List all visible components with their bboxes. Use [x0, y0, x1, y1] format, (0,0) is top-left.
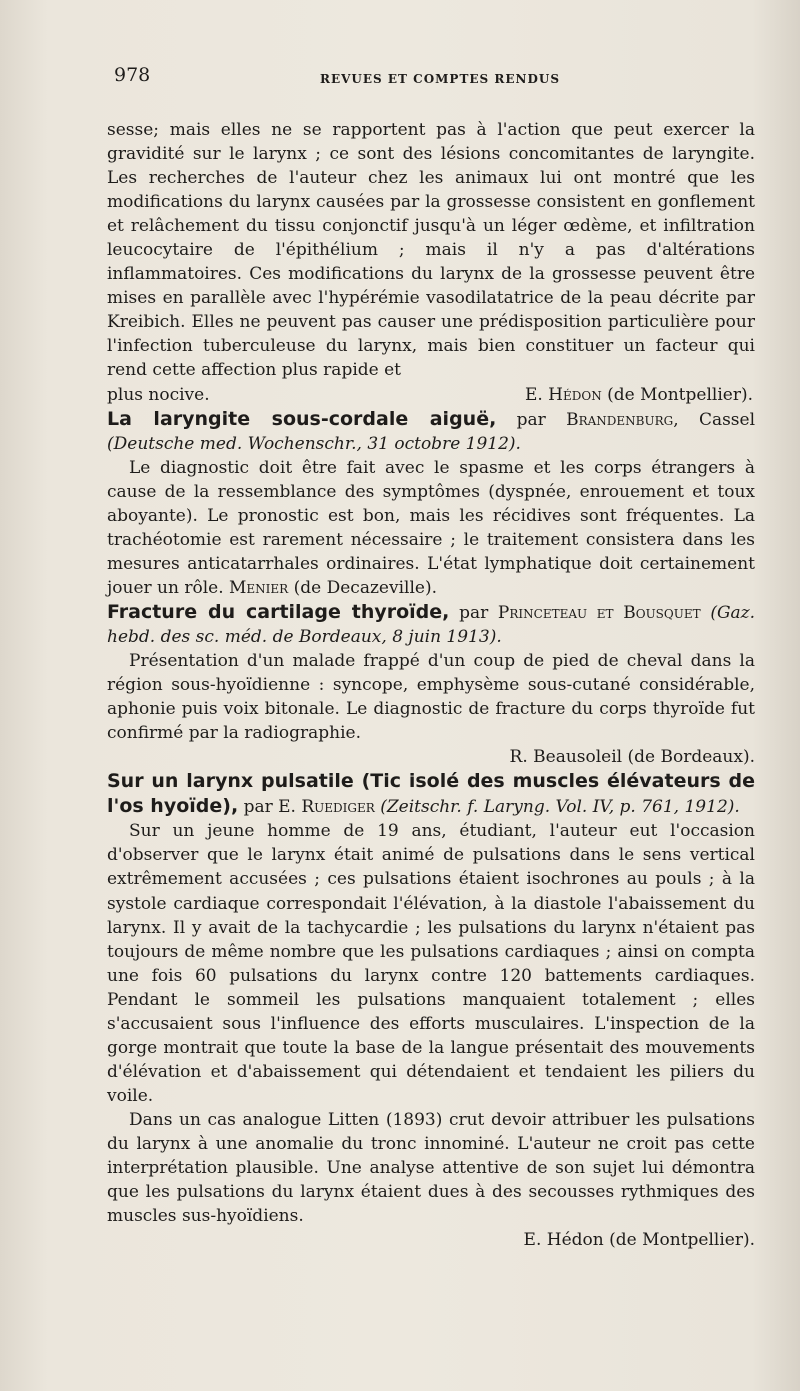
- article4-para2: Dans un cas analogue Litten (1893) crut devoir attribuer les pulsations du larynx à une anomalie du tronc innominé. L'auteur ne croit pas cette interprétation plausible. Une analyse attentive de son sujet lui démontra que les pulsations du larynx étaient dues à des secousses rythmiques des muscles sus-hyoïdiens.: [107, 1109, 755, 1227]
- article1-body: sesse; mais elles ne se rapportent pas à l'action que peut exercer la gravidité sur le larynx ; ce sont des lésions concomitantes de laryngite. Les recherches de l'auteur chez les animaux lui ont montré que les modifications du larynx causées par la grossesse consistent en gonflement et relâchement du tissu conjonctif jusqu'à un léger œdème, et infiltration leucocytaire de l'épithélium ; mais il n'y a pas d'altérations inflammatoires. Ces modifications du larynx de la grossesse peuvent être mises en parallèle avec l'hypérémie vasodilatatrice de la peau décrite par Kreibich. Elles ne peuvent pas causer une prédisposition particulière pour l'infection tuberculeuse du larynx, mais bien constituer un facteur qui rend cette affection plus rapide et: [107, 120, 755, 381]
- article4-signature: E. Hédon (de Montpellier).: [523, 1230, 755, 1251]
- article2-source: (Deutsche med. Wochenschr., 31 octobre 1912).: [107, 433, 521, 454]
- article2-title: La laryngite sous-cordale aiguë,: [107, 407, 497, 430]
- article3-authors: Princeteau et Bousquet: [497, 602, 701, 623]
- article3-body: Présentation d'un malade frappé d'un coup de pied de cheval dans la région sous-hyoïdienne : syncope, emphysème sous-cutané considérable, aphonie puis voix bitonale. Le diagnostic de fracture du corps thyroïde fut confirmé par la radiographie.: [107, 651, 755, 744]
- article3-title: Fracture du cartilage thyroïde,: [107, 600, 450, 623]
- article3-heading: [107, 600, 755, 649]
- article1-author: E. Hédon: [524, 384, 602, 405]
- article1-last-line: [107, 383, 755, 407]
- page-header: [114, 64, 754, 94]
- article2-place: Cassel: [698, 409, 756, 430]
- article4-author: Ruediger: [301, 797, 375, 818]
- article2-heading: [107, 407, 755, 456]
- page-content: [107, 118, 755, 1252]
- article4-by: par E.: [243, 797, 296, 818]
- article4-title: Sur un larynx pulsatile (Tic isolé des muscles élévateurs de l'os hyoïde),: [107, 770, 755, 818]
- page-number: 978: [114, 64, 151, 86]
- article2-signature-author: Menier: [229, 577, 289, 598]
- article2-author: Brandenburg,: [566, 409, 679, 430]
- running-title: REVUES ET COMPTES RENDUS: [320, 72, 560, 86]
- article2-by: par: [516, 409, 546, 430]
- article4-para1: Sur un jeune homme de 19 ans, étudiant, l'auteur eut l'occasion d'observer que le larynx était animé de pulsations dans le sens vertical extrêmement accusées ; ces pulsations étaient isochrones au pouls ; à la systole cardiaque correspondait l'élévation, à la diastole l'abaissement du larynx. Il y avait de la tachycardie ; les pulsations du larynx n'étaient pas toujours de même nombre que les pulsations cardiaques ; ainsi on compta une fois 60 pulsations du larynx contre 120 battements cardiaques. Pendant le sommeil les pulsations manquaient totalement ; elles s'accusaient sous l'influence des efforts musculaires. L'inspection de la gorge montrait que toute la base de la langue présentait des mouvements d'élévation et d'abaissement qui détendaient et tendaient les piliers du voile.: [107, 821, 755, 1106]
- article2-text: Le diagnostic doit être fait avec le spasme et les corps étrangers à cause de la ressemblance des symptômes (dyspnée, enrouement et toux aboyante). Le pronostic est bon, mais les récidives sont fréquentes. La trachéotomie est rarement nécessaire ; le traitement consistera dans les mesures anticatarrhales ordinaires. L'état lymphatique doit certainement jouer un rôle.: [107, 457, 755, 598]
- article3-by: par: [459, 602, 489, 623]
- article4-source: (Zeitschr. f. Laryng. Vol. IV, p. 761, 1912).: [380, 797, 740, 818]
- article3-signature: R. Beausoleil (de Bordeaux).: [509, 747, 755, 768]
- article1-last-text: plus nocive.: [107, 384, 210, 405]
- article1-signature: [525, 383, 755, 407]
- article2-body: [107, 456, 755, 600]
- article3-source: (Gaz. hebd. des sc. méd. de Bordeaux, 8 juin 1913).: [107, 602, 756, 647]
- article1-affiliation: (de Montpellier).: [607, 384, 753, 405]
- article4-heading: [107, 769, 755, 819]
- article2-signature-place: (de Decazeville).: [293, 577, 437, 598]
